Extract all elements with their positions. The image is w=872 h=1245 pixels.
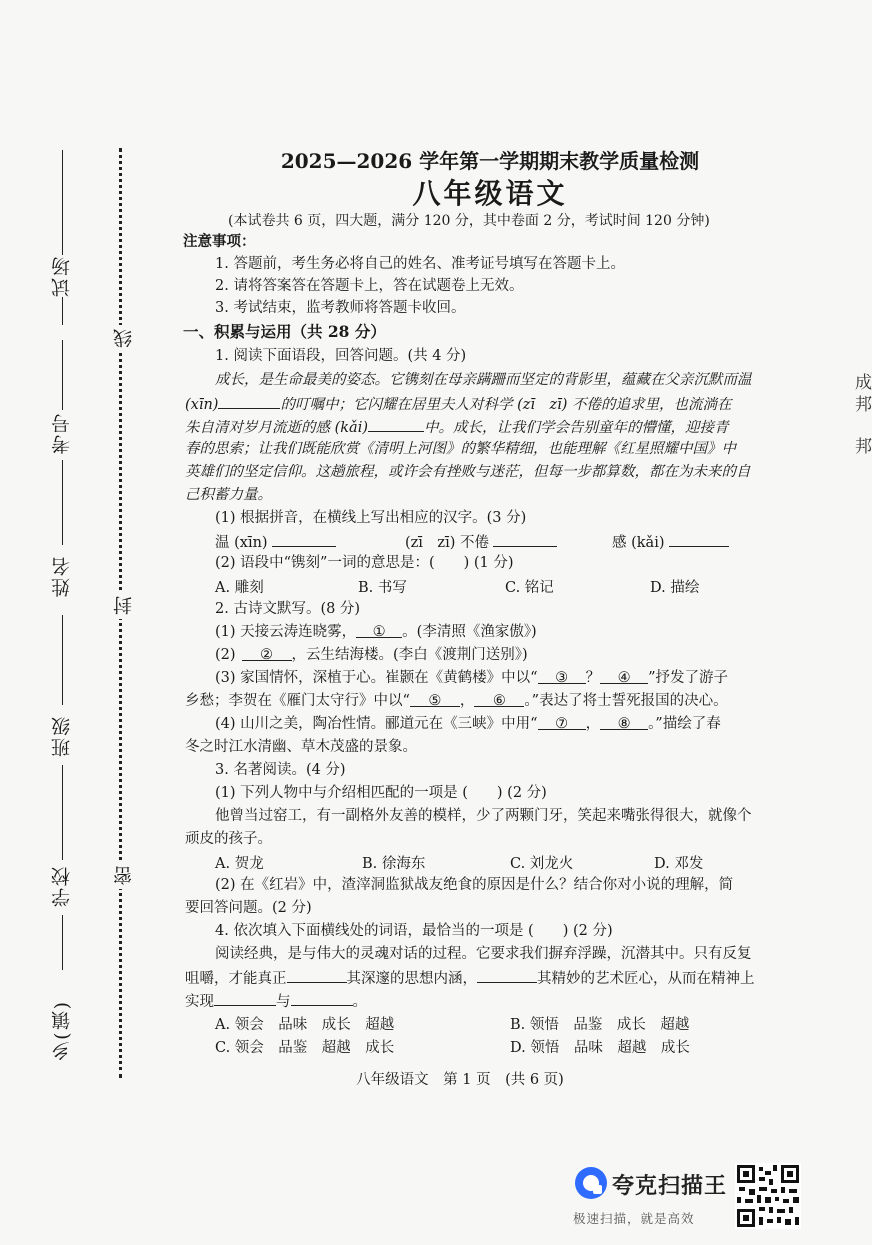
seal-char-seal: 封 — [110, 592, 132, 619]
poem-line — [215, 713, 721, 735]
passage-text: 其精妙的艺术匠心，从而在精神上 — [537, 971, 755, 987]
quark-logo-icon — [573, 1165, 609, 1201]
pinyin-fill-row — [215, 530, 336, 554]
answer-blank[interactable] — [368, 415, 424, 432]
question-stem: 2. 古诗文默写。(8 分) — [215, 601, 361, 617]
school-label: 学校 — [48, 865, 78, 907]
answer-blank[interactable] — [477, 966, 537, 983]
answer-blank-4[interactable]: ④ — [600, 667, 648, 684]
exam-room-field-line[interactable] — [62, 150, 63, 325]
passage-line: 英雄们的坚定信仰。这趟旅程，或许会有挫败与迷茫，但每一步都算数，都在为未来的自 — [185, 464, 751, 480]
sub-question: (2) 在《红岩》中，渣滓洞监狱战友绝食的原因是什么？结合你对小说的理解，简 — [215, 877, 734, 893]
exam-title: 2025—2026 学年第一学期期末教学质量检测 — [280, 149, 700, 173]
sub-question: (1) 下列人物中与介绍相匹配的一项是 ( ) (2 分) — [215, 785, 547, 801]
choice-option[interactable]: A. 雕刻 — [215, 580, 264, 596]
description-line: 他曾当过窑工，有一副格外友善的模样，少了两颗门牙，笑起来嘴张得很大，就像个 — [215, 808, 752, 824]
choice-option[interactable]: C. 刘龙火 — [510, 856, 574, 872]
sub-question: (1) 根据拼音，在横线上写出相应的汉字。(3 分) — [215, 510, 527, 526]
passage-text: 朱自清对岁月流逝的感 (kǎi) — [185, 420, 368, 436]
township-field-line[interactable] — [62, 915, 63, 970]
answer-blank[interactable] — [287, 966, 347, 983]
poem-text: (2) — [215, 647, 236, 663]
answer-blank-7[interactable]: ⑦ — [538, 713, 586, 730]
question-stem: 1. 阅读下面语段，回答问题。(共 4 分) — [215, 348, 467, 364]
brand-name: 夸克扫描王 — [612, 1174, 728, 1199]
exam-info: (本试卷共 6 页，四大题，满分 120 分，其中卷面 2 分，考试时间 120 分钟) — [228, 213, 710, 229]
choice-option[interactable]: C. 领会 品鉴 超越 成长 — [215, 1040, 395, 1056]
question-stem: 3. 名著阅读。(4 分) — [215, 762, 346, 778]
poem-text: 。”描绘了春 — [648, 716, 721, 732]
choice-option[interactable]: D. 描绘 — [650, 580, 700, 596]
poem-line — [185, 690, 728, 712]
choice-option[interactable]: A. 贺龙 — [215, 856, 264, 872]
passage-line: 阅读经典，是与伟大的灵魂对话的过程。它要求我们摒弃浮躁，沉潜其中。只有反复 — [215, 946, 752, 962]
passage-text: 实现 — [185, 994, 214, 1010]
passage-line: 己积蓄力量。 — [185, 487, 272, 503]
township-label: 乡(镇) — [48, 1000, 78, 1061]
pinyin-fill-row — [405, 530, 557, 554]
next-page-edge-char: 成 — [855, 373, 872, 393]
next-page-edge-char: 邦 — [855, 437, 872, 457]
note-item: 2. 请将答案答在答题卡上，答在试题卷上无效。 — [215, 278, 524, 294]
exam-room-label: 试场 — [48, 255, 78, 297]
answer-blank[interactable] — [291, 989, 353, 1006]
answer-blank[interactable] — [218, 392, 280, 409]
description-line: 顽皮的孩子。 — [185, 831, 272, 847]
answer-blank-1[interactable]: ① — [356, 621, 402, 638]
pinyin-fill-row — [612, 530, 729, 554]
answer-blank-3[interactable]: ③ — [538, 667, 586, 684]
notes-title: 注意事项： — [183, 233, 256, 250]
choice-option[interactable]: B. 书写 — [358, 580, 407, 596]
answer-blank-6[interactable]: ⑥ — [474, 690, 524, 707]
answer-blank[interactable] — [272, 530, 336, 547]
passage-line — [185, 392, 732, 416]
choice-option[interactable]: B. 徐海东 — [362, 856, 426, 872]
answer-blank-8[interactable]: ⑧ — [600, 713, 648, 730]
poem-text: (3) 家国情怀，深植于心。崔颢在《黄鹤楼》中以“ — [215, 670, 538, 686]
note-item: 1. 答题前，考生务必将自己的姓名、准考证号填写在答题卡上。 — [215, 256, 625, 272]
passage-line — [185, 989, 367, 1013]
choice-option[interactable]: D. 领悟 品味 超越 成长 — [510, 1040, 690, 1056]
choice-option[interactable]: A. 领会 品味 成长 超越 — [215, 1017, 395, 1033]
question-stem: 4. 依次填入下面横线处的词语，最恰当的一项是 ( ) (2 分) — [215, 923, 613, 939]
passage-text: 咀嚼，才能真正 — [185, 971, 287, 987]
poem-line — [215, 644, 528, 666]
passage-text: 与 — [276, 994, 291, 1010]
choice-option[interactable]: D. 邓发 — [654, 856, 704, 872]
passage-line: 春的思索；让我们既能欣赏《清明上河图》的繁华精细，也能理解《红星照耀中国》中 — [185, 441, 736, 457]
choice-option[interactable]: C. 铭记 — [505, 580, 554, 596]
answer-blank[interactable] — [493, 530, 557, 547]
name-field-line[interactable] — [62, 460, 63, 545]
passage-line — [185, 415, 729, 439]
poem-text: 乡愁；李贺在《雁门太守行》中以“ — [185, 693, 410, 709]
poem-text: 。(李清照《渔家傲》) — [402, 624, 537, 640]
sub-question: 要回答问题。(2 分) — [185, 900, 312, 916]
poem-text: ”抒发了游子 — [648, 670, 728, 686]
sub-question: (2) 语段中“镌刻”一词的意思是：( ) (1 分) — [215, 555, 514, 571]
class-field-line[interactable] — [62, 615, 63, 705]
subject-title: 八年级语文 — [412, 177, 568, 210]
page-footer: 八年级语文 第 1 页 (共 6 页) — [356, 1072, 564, 1088]
poem-text: (4) 山川之美，陶冶性情。郦道元在《三峡》中用“ — [215, 716, 538, 732]
poem-text: ， — [459, 693, 475, 709]
next-page-edge-char: 邦 — [855, 395, 872, 415]
qr-code-icon[interactable] — [735, 1163, 801, 1229]
passage-text: 中。成长，让我们学会告别童年的懵懂，迎接青 — [424, 420, 729, 436]
poem-text: ， — [585, 716, 601, 732]
school-field-line[interactable] — [62, 765, 63, 860]
passage-line: 成长，是生命最美的姿态。它镌刻在母亲蹒跚而坚定的背影里，蕴藏在父亲沉默而温 — [215, 372, 752, 388]
poem-text: (1) 天接云涛连晓雾， — [215, 624, 357, 640]
poem-line — [215, 621, 537, 643]
poem-text: 。”表达了将士誓死报国的决心。 — [524, 693, 728, 709]
seal-char-line: 线 — [110, 325, 132, 352]
answer-blank-2[interactable]: ② — [242, 644, 292, 661]
choice-option[interactable]: B. 领悟 品鉴 成长 超越 — [510, 1017, 690, 1033]
exam-number-label: 考号 — [48, 412, 78, 454]
passage-line — [185, 966, 755, 990]
pinyin-text: (xīn) — [185, 397, 219, 413]
poem-text: ，云生结海楼。(李白《渡荆门送别》) — [291, 647, 528, 663]
section-title: 一、积累与运用（共 28 分） — [183, 322, 386, 341]
brand-slogan: 极速扫描，就是高效 — [573, 1211, 695, 1226]
poem-line: 冬之时江水清幽、草木茂盛的景象。 — [185, 739, 417, 755]
passage-text: 其深邃的思想内涵， — [346, 971, 477, 987]
pinyin-label: 感 (kǎi) — [612, 535, 665, 551]
name-label: 姓名 — [48, 555, 78, 597]
passage-text: 的叮嘱中；它闪耀在居里夫人对科学 (zī zī) 不倦的追求里，也流淌在 — [280, 397, 732, 413]
pinyin-label: 温 (xīn) — [215, 535, 268, 551]
poem-line — [215, 667, 728, 689]
class-label: 班级 — [48, 715, 78, 757]
pinyin-label: (zī zī) 不倦 — [405, 535, 489, 551]
answer-blank-5[interactable]: ⑤ — [410, 690, 460, 707]
answer-blank[interactable] — [669, 530, 729, 547]
scanner-watermark — [568, 1163, 728, 1233]
answer-blank[interactable] — [214, 989, 276, 1006]
passage-text: 。 — [352, 994, 367, 1010]
poem-text: ？ — [585, 670, 601, 686]
note-item: 3. 考试结束，监考教师将答题卡收回。 — [215, 300, 466, 316]
exam-number-field-line[interactable] — [62, 340, 63, 410]
seal-char-secret: 密 — [110, 862, 132, 889]
